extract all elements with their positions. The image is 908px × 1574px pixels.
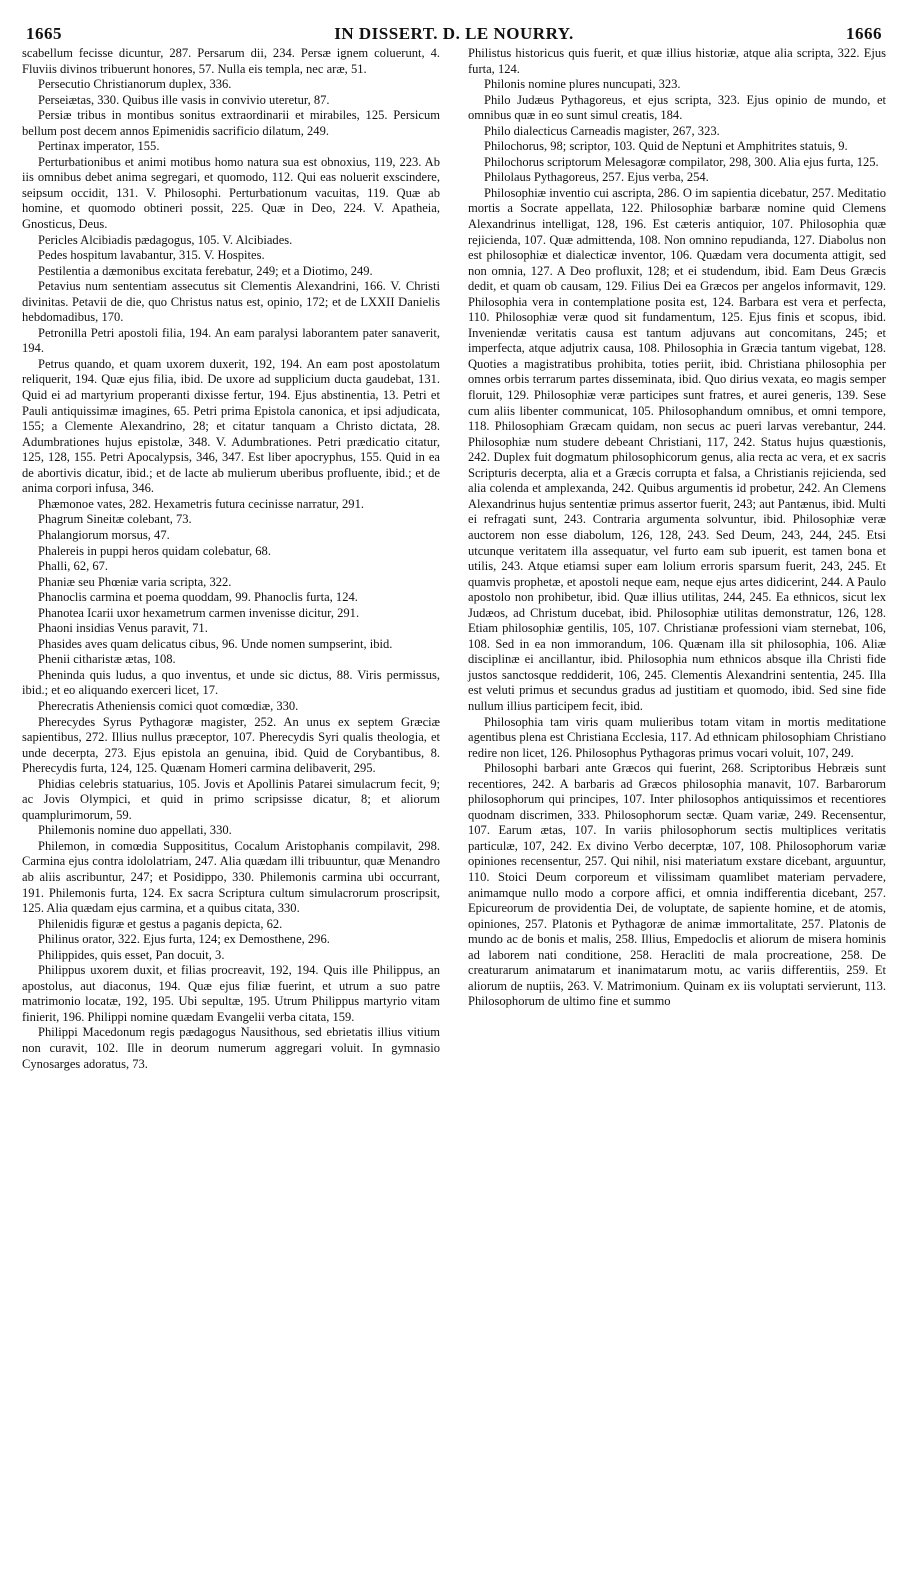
index-entry: Persecutio Christianorum duplex, 336. [38,77,232,92]
index-entry: Phalli, 62, 67. [38,559,109,574]
index-entry: Philochorus scriptorum Melesagoræ compilator, 298, 300. Alia ejus furta, 125. [484,154,879,169]
index-entry: Philochorus, 98; scriptor, 103. Quid de Neptuni et Amphitrites statuis, 9. [484,139,848,154]
index-entry: Persiæ tribus in montibus sonitus extraordinarii et mirabiles, 125. Persicum bellum post decem annos Epimenidis sacrificio dilatum, 249. [22,108,440,138]
index-entry: Pestilentia a dæmonibus excitata ferebatur, 249; et a Diotimo, 249. [38,263,373,278]
index-entry: Phagrum Sineitæ colebant, 73. [38,512,192,527]
index-entry: Phidias celebris statuarius, 105. Jovis et Apollinis Patarei simulacrum fecit, 9; ac Jovis Olympici, et quid in primo scripsisse dicatur, 8; et aliorum quamplurimorum, 59. [22,776,440,822]
index-entry: Pedes hospitum lavabantur, 315. V. Hospites. [38,248,265,263]
index-entry: Philosophi barbari ante Græcos qui fuerint, 268. Scriptoribus Hebræis sunt recentiores, 242. A barbaris ad Græcos philosophia manavit, 107. Barbarorum philosophorum qui principes, 107. Inter philosophos antiquissimos et recentiores quodnam discrimen, 333. Philosophorum sectæ. Quam variæ, 249. Recensentur, 107. Earum ætas, 107. In variis philosophorum sectis multiplices veritatis particulæ, 107, 242. Ex divino Verbo decerptæ, 107, 108. Philosophorum variæ opiniones recensentur, 257. Qui nihil, nisi materiatum exstare dicebant, arguuntur, 110. Stoici Deum corporeum et vilissimam quamlibet materiam pervadere, animamque nullo modo a corpore affici, et omnia indifferentia dicebant, 257. Epicureorum de providentia Dei, de voluptate, de sapiente homine, et de atomis, opiniones, 257. Platonis et Pythagoræ de animæ immortalitate, 257. Platonis de mundo ac de bonis et malis, 258. Illius, Empedoclis et aliorum de misera hominis ad laborem nati conditione, 258. Heracliti de mala procreatione, 258. De creaturarum animatarum et inanimatarum motu, ac variis differentiis, 259. Et aliorum de nuptiis, 263. V. Matrimonium. Quinam ex iis voluptati servierunt, 113. Philosophorum de ultimo fine et summo [468,761,886,1009]
index-entry: Philenidis figuræ et gestus a paganis depicta, 62. [38,916,283,931]
index-entry: Philo Judæus Pythagoreus, et ejus scripta, 323. Ejus opinio de mundo, et omnibus quæ in eo sunt simul creatis, 184. [468,92,886,123]
index-entry: Phaoni insidias Venus paravit, 71. [38,621,208,636]
index-entry: Philosophia tam viris quam mulieribus totam vitam in mortis meditatione agentibus plena est Christiana Ecclesia, 117. Ad ethnicam philosophiam Christiano redire non licet, 126. Philosophus Pythagoras primus vocari voluit, 107, 249. [468,714,886,760]
index-entry: Phanotea Icarii uxor hexametrum carmen invenisse dicitur, 291. [38,605,360,620]
index-entry: Pherecydes Syrus Pythagoræ magister, 252. An unus ex septem Græciæ sapientibus, 272. Illius nullus præceptor, 107. Pherecydis Syri qualis theologia, et unde decerpta, 273. Ejus epistola an genuina, ibid. Quid de Corybantibus, 8. Pherecydis furta, 124, 125. Quænam Homeri carmina delibaverit, 295. [22,714,440,776]
index-entry: Petronilla Petri apostoli filia, 194. An eam paralysi laborantem pater sanaverit, 194. [22,325,440,356]
column-number-right: 1666 [846,24,882,43]
running-title: IN DISSERT. D. LE NOURRY. [334,24,574,43]
index-entry: Perturbationibus et animi motibus homo natura sua est obnoxius, 119, 223. Ab iis omnibus debet anima segregari, et quomodo, 112. Qui eas noluerit exscindere, seipsum occidit, 131. V. Philosophi. Perturbationum vacuitas, 119. Quæ ab homine, et quomodo obtineri possit, 225. Quæ in Deo, 224. V. Apatheia, Gnosticus, Deus. [22,154,440,232]
column-number-left: 1665 [26,24,62,43]
index-entry: Philolaus Pythagoreus, 257. Ejus verba, 254. [484,170,709,185]
index-entry: Phasides aves quam delicatus cibus, 96. Unde nomen sumpserint, ibid. [38,636,393,651]
index-entry: Phalangiorum morsus, 47. [38,527,170,542]
index-entry: Pheninda quis ludus, a quo inventus, et unde sic dictus, 88. Viris permissus, ibid.; et eo aliquando exerceri licet, 17. [22,667,440,698]
index-entry: Philo dialecticus Carneadis magister, 267, 323. [484,123,720,138]
index-entry: scabellum fecisse dicuntur, 287. Persarum dii, 234. Persæ ignem coluerunt, 4. Fluviis divinos tribuerunt honores, 57. Nulla eis templa, nec aræ, 51. [22,46,440,76]
index-entry: Philippi Macedonum regis pædagogus Nausithous, sed ebrietatis illius vitium non curavit, 102. Ille in deorum numerum aggregari voluit. In gymnasio Cynosarges adoratus, 73. [22,1025,440,1071]
index-entry: Philistus historicus quis fuerit, et quæ illius historiæ, atque alia scripta, 322. Ejus furta, 124. [468,46,886,76]
index-entry: Philippus uxorem duxit, et filias procreavit, 192, 194. Quis ille Philippus, an apostolus, aut diaconus, 194. Quæ ejus filiæ fuerint, et utrum a suo patre matrimonio locatæ, 192, 195. Ubi sepultæ, 195. Utrum Philippus martyrio vitam finierit, 196. Philippi nomine quædam Evangelii verba citata, 159. [22,963,440,1024]
index-entry: Phaniæ seu Phœniæ varia scripta, 322. [38,574,232,589]
index-entry: Philippides, quis esset, Pan docuit, 3. [38,947,225,962]
index-entry: Pertinax imperator, 155. [38,139,160,154]
index-entry: Philemonis nomine duo appellati, 330. [38,823,232,838]
index-entry: Phanoclis carmina et poema quoddam, 99. Phanoclis furta, 124. [38,590,358,605]
two-column-body [22,46,886,1072]
index-entry: Phenii citharistæ ætas, 108. [38,652,176,667]
index-entry: Petavius num sententiam assecutus sit Clementis Alexandrini, 166. V. Christi divinitas. Petavii de die, quo Christus natus est, opinio, 172; et de LXXII Danielis hebdomadibus, 170. [22,279,440,325]
index-entry: Pherecratis Atheniensis comici quot comœdiæ, 330. [38,698,299,713]
index-entry: Philemon, in comœdia Supposititus, Cocalum Aristophanis compilavit, 298. Carmina ejus contra idololatriam, 247. Alia quædam illi tribuuntur, quæ Menandro ab aliis ascribuntur, 247; et Posidippo, 330. Philemonis carmina ubi occurrant, 191. Philemonis furta, 124. Ex sacra Scriptura cultum simulacrorum proscripsit, 125. Alia quædam ejus carmina, et a quibus citata, 330. [22,838,440,916]
index-entry: Pericles Alcibiadis pædagogus, 105. V. Alcibiades. [38,232,293,247]
index-entry: Philonis nomine plures nuncupati, 323. [484,77,681,92]
left-column [22,46,440,1072]
running-header [22,14,886,46]
right-column [468,46,886,1072]
index-entry: Phæmonoe vates, 282. Hexametris futura cecinisse narratur, 291. [38,496,364,511]
index-entry: Perseiætas, 330. Quibus ille vasis in convivio uteretur, 87. [38,92,330,107]
index-entry: Philinus orator, 322. Ejus furta, 124; ex Demosthene, 296. [38,932,330,947]
index-entry: Phalereis in puppi heros quidam colebatur, 68. [38,543,271,558]
index-entry: Philosophiæ inventio cui ascripta, 286. O im sapientia dicebatur, 257. Meditatio mortis a Socrate appellata, 122. Philosophiæ barbaræ nomine quid Clemens Alexandrinus intelligat, 128, 196. Est cæteris antiquior, 107. Philosophia quæ rejicienda, 107. Quæ admittenda, 108. Non omnino repudianda, 127. Diabolus non est philosophiæ et dialecticæ inventor, 106. Quædam vera documenta attigit, sed non omnia, 127. A Deo profluxit, 128; et ei studendum, ibid. Eam Deus Græcis dedit, et quam ob causam, 129. Filius Dei ea Græcos per angelos informavit, 129. Philosophia vera in contemplatione posita est, 124. Barbara est vera et perfecta, 110. Philosophiæ veræ quod sit fundamentum, 125. Ejus finis et scopus, ibid. Inveniendæ veritatis causa est tantum adjuvans aut concomitans, 245; et imperfecta, atque adjutrix causa, 108. Philosophia in Græcia tantum vigebat, 128. Quoties a magistratibus prohibita, toties periit, ibid. Christiana philosophia per omnes orbis terrarum partes disseminata, ibid. Quo dirius vexata, eo magis semper floruit, 129. Philosophiæ veræ participes sunt fratres, et aurei generis, 139. Sese cum aliis libenter communicat, 105. Philosophandum omnibus, et omni tempore, 118. Philosophiam Græcam quidam, non secus ac pueri larvas verebantur, 244. Philosophiæ num studere debeant Christiani, 117, 242. Status hujus quæstionis, 242. Duplex fuit dogmatum philosophicorum genus, alia recta ac vera, et ex sacris Scripturis decerpta, alia et a Græcis corrupta et falsa, a Christianis rejicienda, sed alia colenda et amplexanda, 242. Quibus argumentis id probetur, 242. An Clemens Alexandrinus hujus sententiæ primus assertor fuerit, 243; aut Pantænus, ibid. Multi ei refragati sunt, 243. Contraria argumenta solvuntur, ibid. Philosophiæ veræ auctorem non esse diabolum, 126, 128, 243. Sed Deum, 243, 244, 245. Etsi utcunque veritatem illa assequatur, vel furto eam sub ipuerit, est tamen bona et utilis, 243. Atque etiamsi super eam lolium erroris sparsum fuerit, 243, 245. Et quamvis prophetæ, et apostoli neque eam, neque ejus artes didicerint, 244. A Paulo apostolo non prohibetur, ibid. Quæ illius utilitas, 244, 245. Ea ethnicos, sicut lex Judæos, ad Christum ducebat, ibid. Philosophiæ utilitas demonstratur, 126, 128. Etiam philosophiæ gentilis, 105, 107. Christianæ professioni viam sternebat, 106, 108. Sed in ea non immorandum, 106. Quænam illa sit philosophia, 106. Aliæ disciplinæ ei ancillantur, ibid. Philosophia num ethnicos absque illa Christi fide justos sanctosque reddiderit, 106, 245. Clementis Alexandrini sententia, 245. Illa est veluti primus et secundus gradus ad justitiam et quomodo, ibid. Sed sine fide nullum illius participem fecit, ibid. [468,185,886,713]
index-entry: Petrus quando, et quam uxorem duxerit, 192, 194. An eam post apostolatum reliquerit, 194. Quæ ejus filia, ibid. De uxore ad supplicium ducta gaudebat, 131. Quid ei ad martyrium properanti dixisse fertur, 194. Ejus abstinentia, 13. Petri et Pauli antiquissimæ imagines, 65. Petri prima Epistola canonica, et ipsi adjudicata, 155; a Clemente Alexandrino, 28; et citatur tanquam a Christo dictata, 28. Adumbrationes hujus epistolæ, 348. V. Adumbrationes. Petri prædicatio citatur, 125, 128, 155. Petri Apocalypsis, 346, 347. Est liber apocryphus, 155. Quid in ea de abortivis dicatur, ibid.; et de lacte ab mulierum uberibus profluente, ibid.; et de anima corpori infusa, 346. [22,356,440,496]
